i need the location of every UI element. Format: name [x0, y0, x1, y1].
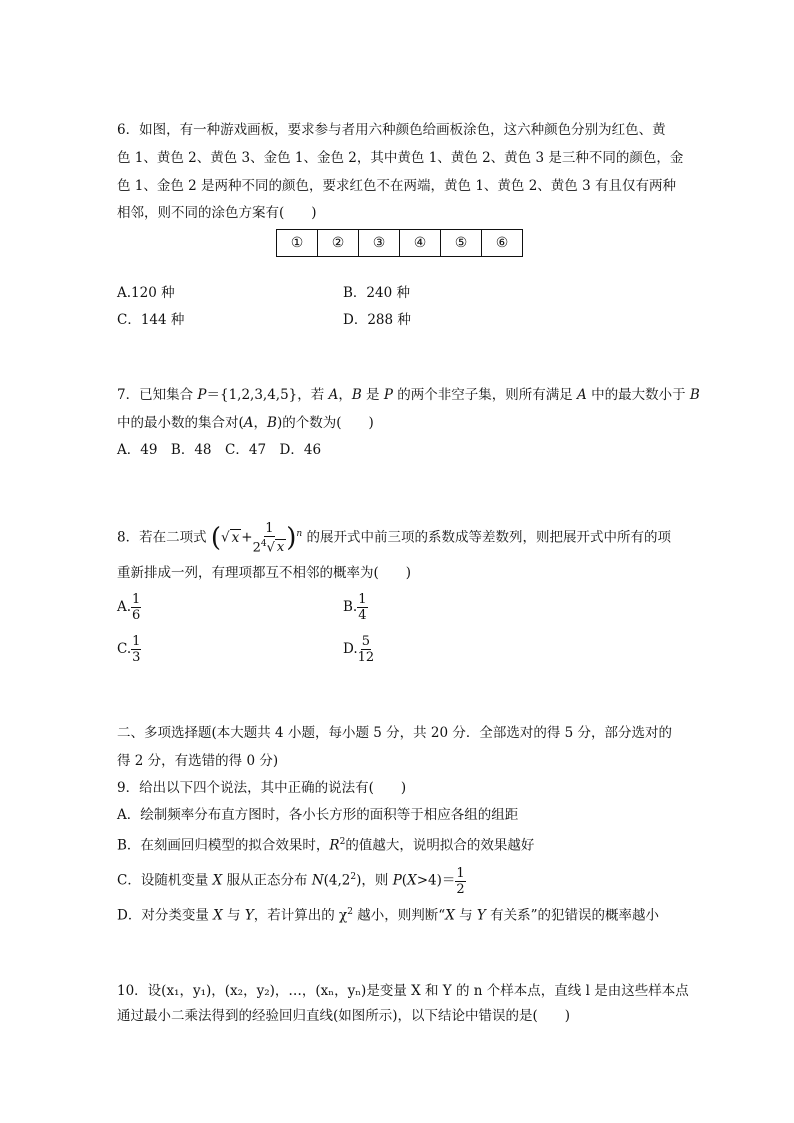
- q8-line-2: 重新排成一列，有理项都互不相邻的概率为( ): [117, 565, 412, 581]
- board-cell: ③: [359, 230, 400, 256]
- q6-option-a: A.120 种: [117, 285, 175, 301]
- q7-line-2: 中的最小数的集合对(A，B)的个数为( ): [117, 415, 374, 431]
- board-cell: ⑥: [495, 235, 509, 251]
- q6-line-3: 色 1、金色 2 是两种不同的颜色，要求红色不在两端，黄色 1、黄色 2、黄色 3 有且仅有两种: [117, 178, 676, 194]
- q6-option-d: D．288 种: [343, 312, 411, 328]
- section-heading-line-1: 二、多项选择题(本大题共 4 小题，每小题 5 分，共 20 分．全部选对的得 5 分，部分选对的: [117, 725, 673, 741]
- q6-line-2: 色 1、黄色 2、黄色 3、金色 1、金色 2，其中黄色 1、黄色 2、黄色 3 是三种不同的颜色，金: [117, 150, 684, 166]
- q6-option-b: B．240 种: [343, 285, 410, 301]
- q7-options: A．49 B．48 C．47 D．46: [117, 442, 322, 458]
- section-heading-line-2: 得 2 分，有选错的得 0 分): [117, 753, 279, 769]
- q9-option-a: A．绘制频率分布直方图时，各小长方形的面积等于相应各组的组距: [117, 807, 519, 823]
- q10-line-2: 通过最小二乘法得到的经验回归直线(如图所示)，以下结论中错误的是( ): [117, 1008, 571, 1024]
- q8-option-c: C. $\frac{1}{3}$: [117, 634, 141, 665]
- q9-option-b: B．在刻画回归模型的拟合效果时，$R^2$的值越大，说明拟合的效果越好: [117, 837, 535, 854]
- q8-option-a: A. $\frac{1}{6}$: [117, 592, 141, 623]
- q9-option-c: C．设随机变量 X 服从正态分布 $N(4,2^2)$，则 P(X>4)＝ $\frac{1}{2}$: [117, 865, 465, 897]
- game-board: [276, 229, 523, 257]
- q8-line-1: 8．若在二项式 (√ x + $\frac{1}{2^4√ x}$ )$^n$ 的展开式中前三项的系数成等差数列，则把展开式中所有的项: [117, 520, 671, 556]
- board-cell: ②: [318, 230, 359, 256]
- board-cell: ⑤: [441, 230, 482, 256]
- q9-option-d: D．对分类变量 X 与 Y，若计算出的 $\chi^2$ 越小，则判断“X 与 Y 有关系”的犯错误的概率越小: [117, 907, 660, 924]
- q9-stem: 9．给出以下四个说法，其中正确的说法有( ): [117, 780, 407, 796]
- board-cell: ①: [277, 230, 318, 256]
- q10-line-1: 10．设(x₁，y₁)，(x₂，y₂)，…，(xₙ，yₙ)是变量 X 和 Y 的 n 个样本点，直线 l 是由这些样本点: [117, 983, 689, 999]
- q7-line-1: 7．已知集合 P＝{1,2,3,4,5}，若 A，B 是 P 的两个非空子集，则所有满足 A 中的最大数小于 B: [117, 387, 700, 403]
- q6-line-1: 6．如图，有一种游戏画板，要求参与者用六种颜色给画板涂色，这六种颜色分别为红色、黄: [117, 122, 666, 138]
- q8-option-b: B. $\frac{1}{4}$: [343, 592, 367, 623]
- q8-option-d: D. $\frac{5}{12}$: [343, 634, 375, 665]
- q6-line-4: 相邻，则不同的涂色方案有( ): [117, 205, 317, 221]
- board-cell: ④: [400, 230, 441, 256]
- q6-option-c: C．144 种: [117, 312, 185, 328]
